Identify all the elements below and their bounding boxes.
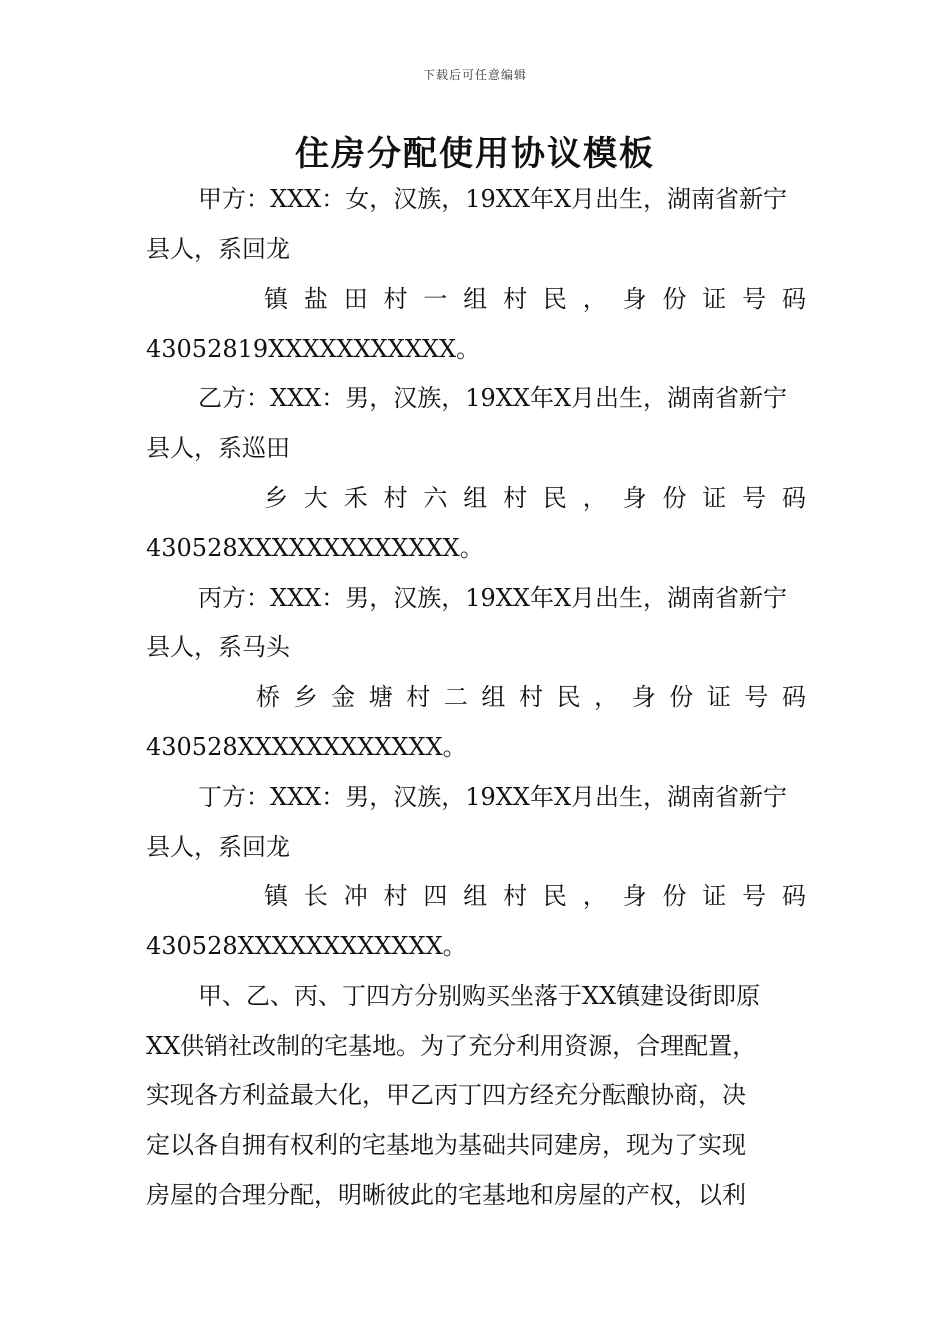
- party-a-line-3: 镇 盐 田 村 一 组 村 民 ， 身 份 证 号 码: [264, 285, 806, 313]
- body-paragraph-line-5: 房屋的合理分配，明晰彼此的宅基地和房屋的产权，以利: [146, 1181, 746, 1209]
- party-b-id-line: 430528XXXXXXXXXXXXX。: [146, 534, 484, 562]
- party-a-line-1: 甲方：XXX：女，汉族，19XX年X月出生，湖南省新宁: [198, 185, 788, 213]
- party-c-id-line: 430528XXXXXXXXXXXX。: [146, 733, 467, 761]
- party-c-line-2: 县人，系马头: [146, 633, 290, 661]
- party-d-id-line: 430528XXXXXXXXXXXX。: [146, 932, 467, 960]
- party-d-line-1: 丁方：XXX：男，汉族，19XX年X月出生，湖南省新宁: [198, 783, 788, 811]
- body-paragraph-line-4: 定以各自拥有权利的宅基地为基础共同建房，现为了实现: [146, 1131, 746, 1159]
- party-b-line-2: 县人，系巡田: [146, 434, 290, 462]
- body-paragraph-line-2: XX供销社改制的宅基地。为了充分利用资源，合理配置，: [146, 1032, 757, 1060]
- body-paragraph-line-3: 实现各方利益最大化，甲乙丙丁四方经充分酝酿协商，决: [146, 1081, 746, 1109]
- document-title: 住房分配使用协议模板: [295, 134, 655, 174]
- party-d-line-2: 县人，系回龙: [146, 833, 290, 861]
- party-c-line-3: 桥 乡 金 塘 村 二 组 村 民 ， 身 份 证 号 码: [256, 683, 806, 711]
- party-b-line-3: 乡 大 禾 村 六 组 村 民 ， 身 份 证 号 码: [264, 484, 806, 512]
- party-b-line-1: 乙方：XXX：男，汉族，19XX年X月出生，湖南省新宁: [198, 384, 788, 412]
- party-c-line-1: 丙方：XXX：男，汉族，19XX年X月出生，湖南省新宁: [198, 584, 788, 612]
- body-paragraph-line-1: 甲、乙、丙、丁四方分别购买坐落于XX镇建设街即原: [198, 982, 761, 1010]
- party-d-line-3: 镇 长 冲 村 四 组 村 民 ， 身 份 证 号 码: [264, 882, 806, 910]
- party-a-line-2: 县人，系回龙: [146, 235, 290, 263]
- page-header-note: 下载后可任意编辑: [422, 68, 527, 82]
- party-a-id-line: 43052819XXXXXXXXXXX。: [146, 335, 481, 363]
